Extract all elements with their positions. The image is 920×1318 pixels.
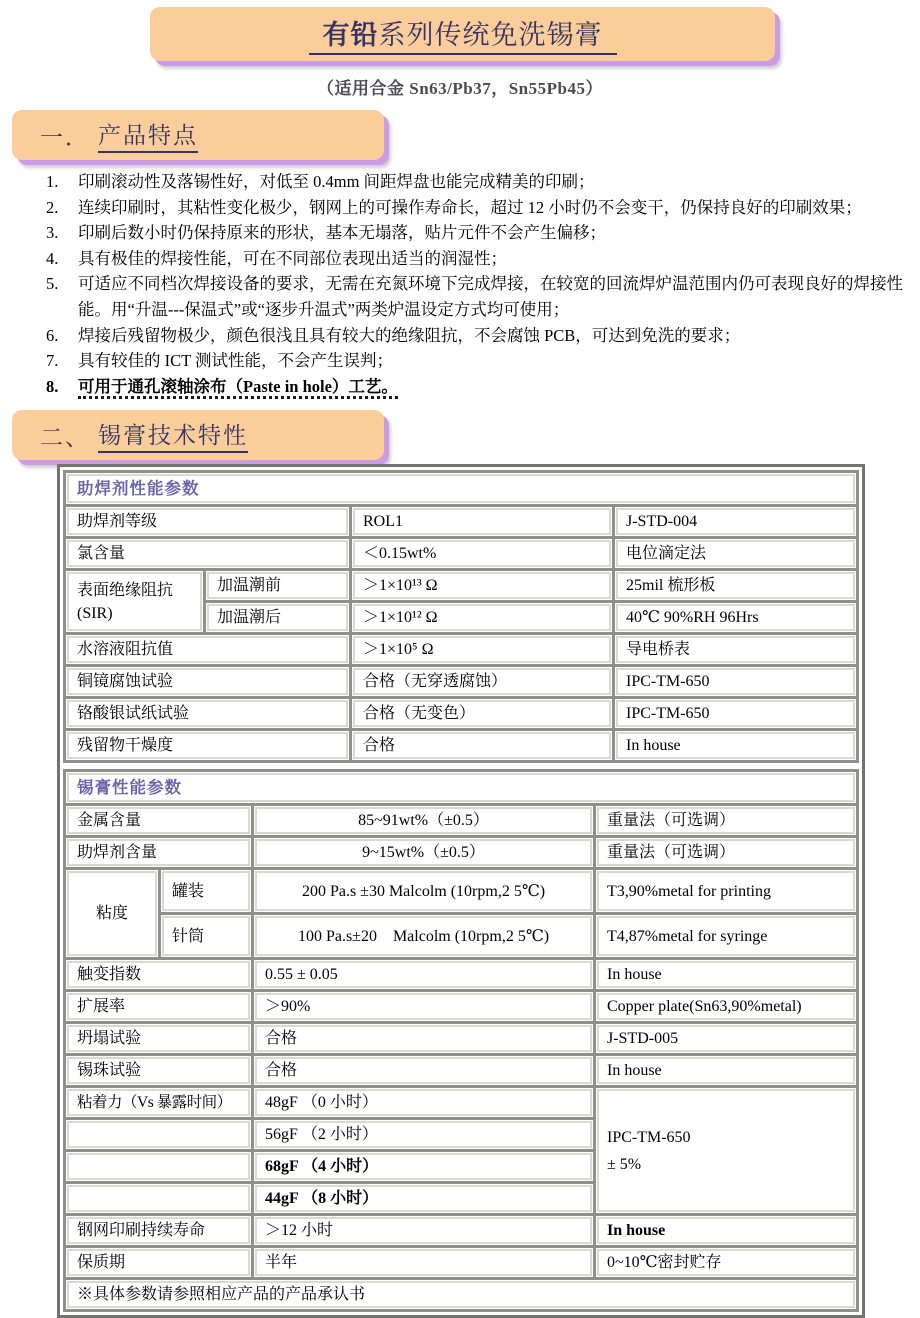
table-row	[65, 1055, 858, 1087]
cell-tack-0h: 48gF （0 小时）	[253, 1087, 595, 1119]
table-row	[65, 869, 858, 914]
tack-method-line1: IPC-TM-650	[607, 1128, 691, 1146]
cell-sir-before-value: ＞1×10¹³ Ω	[351, 570, 614, 602]
tack-method-line2: ± 5%	[607, 1155, 642, 1173]
table-section-row	[65, 771, 858, 805]
list-item-number: 6.	[46, 325, 59, 345]
cell-shelf-life-value: 半年	[253, 1247, 595, 1279]
list-item-text: 具有较佳的 ICT 测试性能，不会产生误判；	[78, 351, 394, 371]
cell-viscosity-jar-value: 200 Pa.s ±30 Malcolm (10rpm,2 5℃)	[253, 869, 595, 914]
table-row	[65, 1247, 858, 1279]
subtitle-alloys: （适用合金 Sn63/Pb37，Sn55Pb45）	[317, 79, 603, 98]
table-row	[65, 1215, 858, 1247]
cell-tack-4h: 68gF （4 小时）	[253, 1151, 595, 1183]
cell-footnote: ※具体参数请参照相应产品的产品承认书	[65, 1279, 858, 1311]
dotted-underline-text: 可用于通孔滚轴涂布（Paste in hole）工艺。	[78, 377, 398, 399]
table-row	[65, 570, 858, 602]
page-title-rest: 系列传统免洗锡膏	[378, 20, 603, 50]
cell-metal-content-method: 重量法（可选调）	[595, 805, 858, 837]
cell-tack-method	[595, 1087, 858, 1215]
cell-metal-content-value: 85~91wt%（±0.5）	[253, 805, 595, 837]
cell-residue-dryness-method: In house	[614, 730, 858, 762]
cell-thixotropic-method: In house	[595, 959, 858, 991]
section-1-title: 产品特点	[98, 117, 198, 153]
table-row	[65, 1087, 858, 1119]
table-row	[65, 914, 858, 959]
cell-aqueous-value: ＞1×10⁵ Ω	[351, 634, 614, 666]
table-row	[65, 698, 858, 730]
list-item-text: 印刷后数小时仍保持原来的形状，基本无塌落，贴片元件不会产生偏移；	[78, 223, 606, 243]
list-item-text: 连续印刷时，其粘性变化极少，钢网上的可操作寿命长，超过 12 小时仍不会变干，仍保持良好的印刷效果；	[78, 197, 862, 217]
cell-viscosity-label: 粘度	[65, 869, 160, 959]
cell-shelf-life-label: 保质期	[65, 1247, 253, 1279]
table-row	[65, 634, 858, 666]
list-item-number: 4.	[46, 248, 59, 268]
table-row	[65, 506, 858, 538]
cell-flux-content-method: 重量法（可选调）	[595, 837, 858, 869]
page-title	[309, 13, 617, 55]
section-1-prefix: 一．	[40, 124, 90, 150]
cell-tack-empty	[65, 1183, 253, 1215]
cell-aqueous-method: 导电桥表	[614, 634, 858, 666]
table-row	[65, 959, 858, 991]
cell-tack-empty	[65, 1151, 253, 1183]
list-item-number: 5.	[46, 274, 59, 294]
list-item-text: 焊接后残留物极少，颜色很浅且具有较大的绝缘阻抗，不会腐蚀 PCB，可达到免洗的要求；	[78, 325, 741, 345]
cell-metal-content-label: 金属含量	[65, 805, 253, 837]
cell-sir-after-cond: 加温潮后	[205, 602, 351, 634]
table-row	[65, 805, 858, 837]
cell-slump-label: 坍塌试验	[65, 1023, 253, 1055]
cell-stencil-life-method: In house	[595, 1215, 858, 1247]
cell-tack-label: 粘着力（Vs 暴露时间）	[65, 1087, 253, 1119]
section-2-banner	[12, 410, 384, 460]
list-item	[46, 323, 910, 349]
list-item-text: 具有极佳的焊接性能，可在不同部位表现出适当的润湿性；	[78, 248, 507, 268]
cell-aqueous-label: 水溶液阻抗值	[65, 634, 351, 666]
cell-flux-content-value: 9~15wt%（±0.5）	[253, 837, 595, 869]
cell-solder-ball-value: 合格	[253, 1055, 595, 1087]
table-row	[65, 730, 858, 762]
cell-viscosity-jar-method: T3,90%metal for printing	[595, 869, 858, 914]
flux-performance-table	[63, 470, 859, 763]
list-item	[46, 246, 910, 272]
list-item	[46, 374, 910, 400]
cell-spread-method: Copper plate(Sn63,90%metal)	[595, 991, 858, 1023]
table-row	[65, 538, 858, 570]
list-item	[46, 169, 910, 195]
list-item-text: 印刷滚动性及落锡性好，对低至 0.4mm 间距焊盘也能完成精美的印刷；	[78, 172, 595, 191]
sir-label-line2: (SIR)	[77, 604, 113, 622]
cell-tack-empty	[65, 1119, 253, 1151]
list-item	[46, 271, 910, 322]
cell-thixotropic-label: 触变指数	[65, 959, 253, 991]
table-row	[65, 1279, 858, 1311]
section-2-prefix: 二、	[40, 424, 90, 450]
cell-sir-after-value: ＞1×10¹² Ω	[351, 602, 614, 634]
cell-viscosity-syringe-type: 针筒	[160, 914, 253, 959]
list-item-text: 可适应不同档次焊接设备的要求，无需在充氮环境下完成焊接，在较宽的回流焊炉温范围内仍可表现良好的焊接性能。用“升温---保温式”或“逐步升温式”两类炉温设定方式均可使用；	[78, 274, 903, 319]
list-item-number: 3.	[46, 223, 59, 243]
cell-viscosity-syringe-method: T4,87%metal for syringe	[595, 914, 858, 959]
list-item	[46, 195, 910, 221]
cell-sir-before-method: 25mil 梳形板	[614, 570, 858, 602]
feature-list	[46, 169, 910, 399]
table-row	[65, 1023, 858, 1055]
cell-solder-ball-method: In house	[595, 1055, 858, 1087]
cell-silver-chromate-label: 铬酸银试纸试验	[65, 698, 351, 730]
cell-chlorine-value: ＜0.15wt%	[351, 538, 614, 570]
list-item	[46, 220, 910, 246]
cell-flux-grade-label: 助焊剂等级	[65, 506, 351, 538]
cell-viscosity-jar-type: 罐装	[160, 869, 253, 914]
sir-label-line1: 表面绝缘阻抗	[77, 581, 174, 599]
cell-chlorine-label: 氯含量	[65, 538, 351, 570]
cell-copper-mirror-label: 铜镜腐蚀试验	[65, 666, 351, 698]
list-item-number: 8.	[46, 376, 59, 396]
cell-tack-8h: 44gF （8 小时）	[253, 1183, 595, 1215]
cell-silver-chromate-value: 合格（无变色）	[351, 698, 614, 730]
cell-stencil-life-value: ＞12 小时	[253, 1215, 595, 1247]
table-section-row	[65, 472, 858, 506]
cell-residue-dryness-label: 残留物干燥度	[65, 730, 351, 762]
cell-residue-dryness-value: 合格	[351, 730, 614, 762]
spec-tables-container	[57, 464, 865, 1318]
cell-spread-label: 扩展率	[65, 991, 253, 1023]
list-item-number: 1.	[46, 172, 59, 191]
table-row	[65, 837, 858, 869]
paste-performance-table	[63, 769, 859, 1312]
table-row	[65, 991, 858, 1023]
cell-thixotropic-value: 0.55 ± 0.05	[253, 959, 595, 991]
cell-chlorine-method: 电位滴定法	[614, 538, 858, 570]
cell-sir-before-cond: 加温潮前	[205, 570, 351, 602]
paste-table-title: 锡膏性能参数	[65, 771, 858, 805]
cell-flux-grade-method: J-STD-004	[614, 506, 858, 538]
flux-table-title: 助焊剂性能参数	[65, 472, 858, 506]
cell-slump-method: J-STD-005	[595, 1023, 858, 1055]
cell-flux-grade-value: ROL1	[351, 506, 614, 538]
list-item-number: 7.	[46, 351, 59, 371]
table-row	[65, 666, 858, 698]
cell-copper-mirror-method: IPC-TM-650	[614, 666, 858, 698]
cell-slump-value: 合格	[253, 1023, 595, 1055]
list-item-text	[78, 374, 910, 400]
page-title-bold: 有铅	[322, 20, 379, 50]
section-2-title: 锡膏技术特性	[98, 417, 248, 453]
cell-shelf-life-method: 0~10℃密封贮存	[595, 1247, 858, 1279]
cell-stencil-life-label: 钢网印刷持续寿命	[65, 1215, 253, 1247]
section-1-banner	[12, 110, 384, 160]
list-item	[46, 348, 910, 374]
cell-sir-after-method: 40℃ 90%RH 96Hrs	[614, 602, 858, 634]
cell-sir-label	[65, 570, 205, 634]
cell-solder-ball-label: 锡珠试验	[65, 1055, 253, 1087]
list-item-number: 2.	[46, 197, 59, 217]
cell-tack-2h: 56gF （2 小时）	[253, 1119, 595, 1151]
cell-silver-chromate-method: IPC-TM-650	[614, 698, 858, 730]
cell-flux-content-label: 助焊剂含量	[65, 837, 253, 869]
cell-spread-value: ＞90%	[253, 991, 595, 1023]
cell-copper-mirror-value: 合格（无穿透腐蚀）	[351, 666, 614, 698]
cell-viscosity-syringe-value: 100 Pa.s±20 Malcolm (10rpm,2 5℃)	[253, 914, 595, 959]
title-banner	[150, 7, 775, 61]
